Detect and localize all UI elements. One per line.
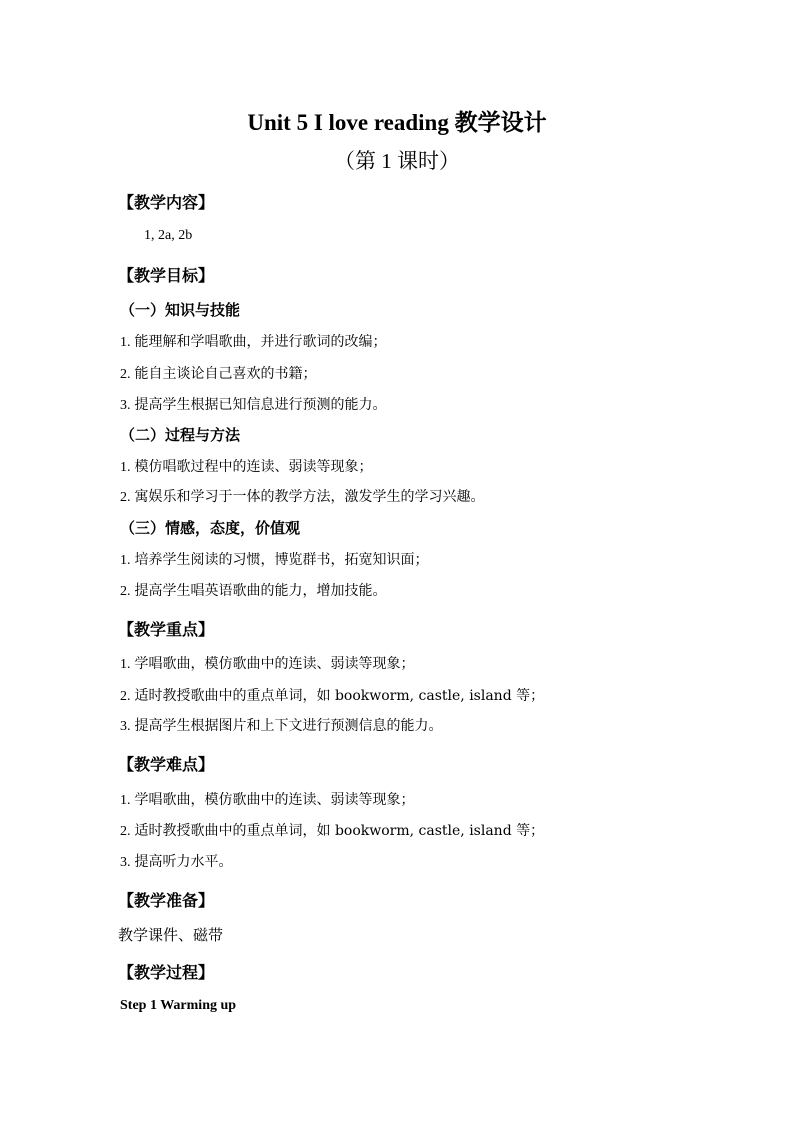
list-text: 寓娱乐和学习于一体的教学方法，激发学生的学习兴趣。 — [134, 489, 485, 505]
list-item — [120, 653, 415, 673]
list-text: 适时教授歌曲中的重点单词，如 bookworm, castle, island 等； — [134, 688, 545, 704]
document-title: Unit 5 I love reading 教学设计 — [247, 110, 547, 135]
list-item — [120, 549, 429, 569]
list-number: 1. — [120, 335, 131, 350]
list-item — [120, 789, 415, 809]
list-number: 2. — [120, 689, 131, 704]
list-text: 学唱歌曲，模仿歌曲中的连读、弱读等现象； — [134, 656, 415, 672]
list-text: 提高听力水平。 — [134, 854, 233, 870]
list-item — [120, 331, 387, 351]
list-number: 3. — [120, 398, 131, 413]
list-text: 学唱歌曲，模仿歌曲中的连读、弱读等现象； — [134, 792, 415, 808]
list-text: 模仿唱歌过程中的连读、弱读等现象； — [134, 459, 373, 475]
list-item — [120, 715, 443, 735]
list-item — [120, 685, 544, 705]
list-item — [120, 820, 544, 840]
list-text: 能理解和学唱歌曲，并进行歌词的改编； — [134, 334, 387, 350]
document-subtitle: （第 1 课时） — [334, 149, 460, 173]
list-number: 1. — [120, 793, 131, 808]
section-heading-key-points: 【教学重点】 — [118, 620, 215, 639]
list-item — [120, 851, 233, 871]
list-number: 2. — [120, 490, 131, 505]
section-heading-process: 【教学过程】 — [118, 963, 215, 982]
step-heading: Step 1 Warming up — [120, 998, 237, 1013]
list-number: 2. — [120, 824, 131, 839]
list-text: 提高学生根据图片和上下文进行预测信息的能力。 — [134, 718, 443, 734]
section-heading-preparation: 【教学准备】 — [118, 891, 215, 910]
subsection-title: （三）情感，态度，价值观 — [120, 519, 301, 537]
section-heading-difficult-points: 【教学难点】 — [118, 755, 215, 774]
list-item — [120, 363, 317, 383]
list-item — [120, 456, 373, 476]
list-number: 1. — [120, 460, 131, 475]
list-text: 适时教授歌曲中的重点单词，如 bookworm, castle, island 等； — [134, 823, 545, 839]
content-text: 1, 2a, 2b — [144, 228, 193, 243]
list-item — [120, 486, 485, 506]
list-number: 2. — [120, 584, 131, 599]
subsection-title: （一）知识与技能 — [120, 301, 241, 319]
list-number: 2. — [120, 367, 131, 382]
list-number: 1. — [120, 657, 131, 672]
list-text: 培养学生阅读的习惯，博览群书，拓宽知识面； — [134, 552, 429, 568]
list-item — [120, 394, 387, 414]
list-text: 提高学生根据已知信息进行预测的能力。 — [134, 397, 387, 413]
list-number: 1. — [120, 553, 131, 568]
preparation-text: 教学课件、磁带 — [118, 926, 224, 944]
list-text: 能自主谈论自己喜欢的书籍； — [134, 366, 317, 382]
list-number: 3. — [120, 719, 131, 734]
list-item — [120, 580, 387, 600]
section-heading-objectives: 【教学目标】 — [118, 266, 215, 285]
list-number: 3. — [120, 855, 131, 870]
list-text: 提高学生唱英语歌曲的能力，增加技能。 — [134, 583, 387, 599]
section-heading-content: 【教学内容】 — [118, 193, 215, 212]
subsection-title: （二）过程与方法 — [120, 426, 241, 444]
